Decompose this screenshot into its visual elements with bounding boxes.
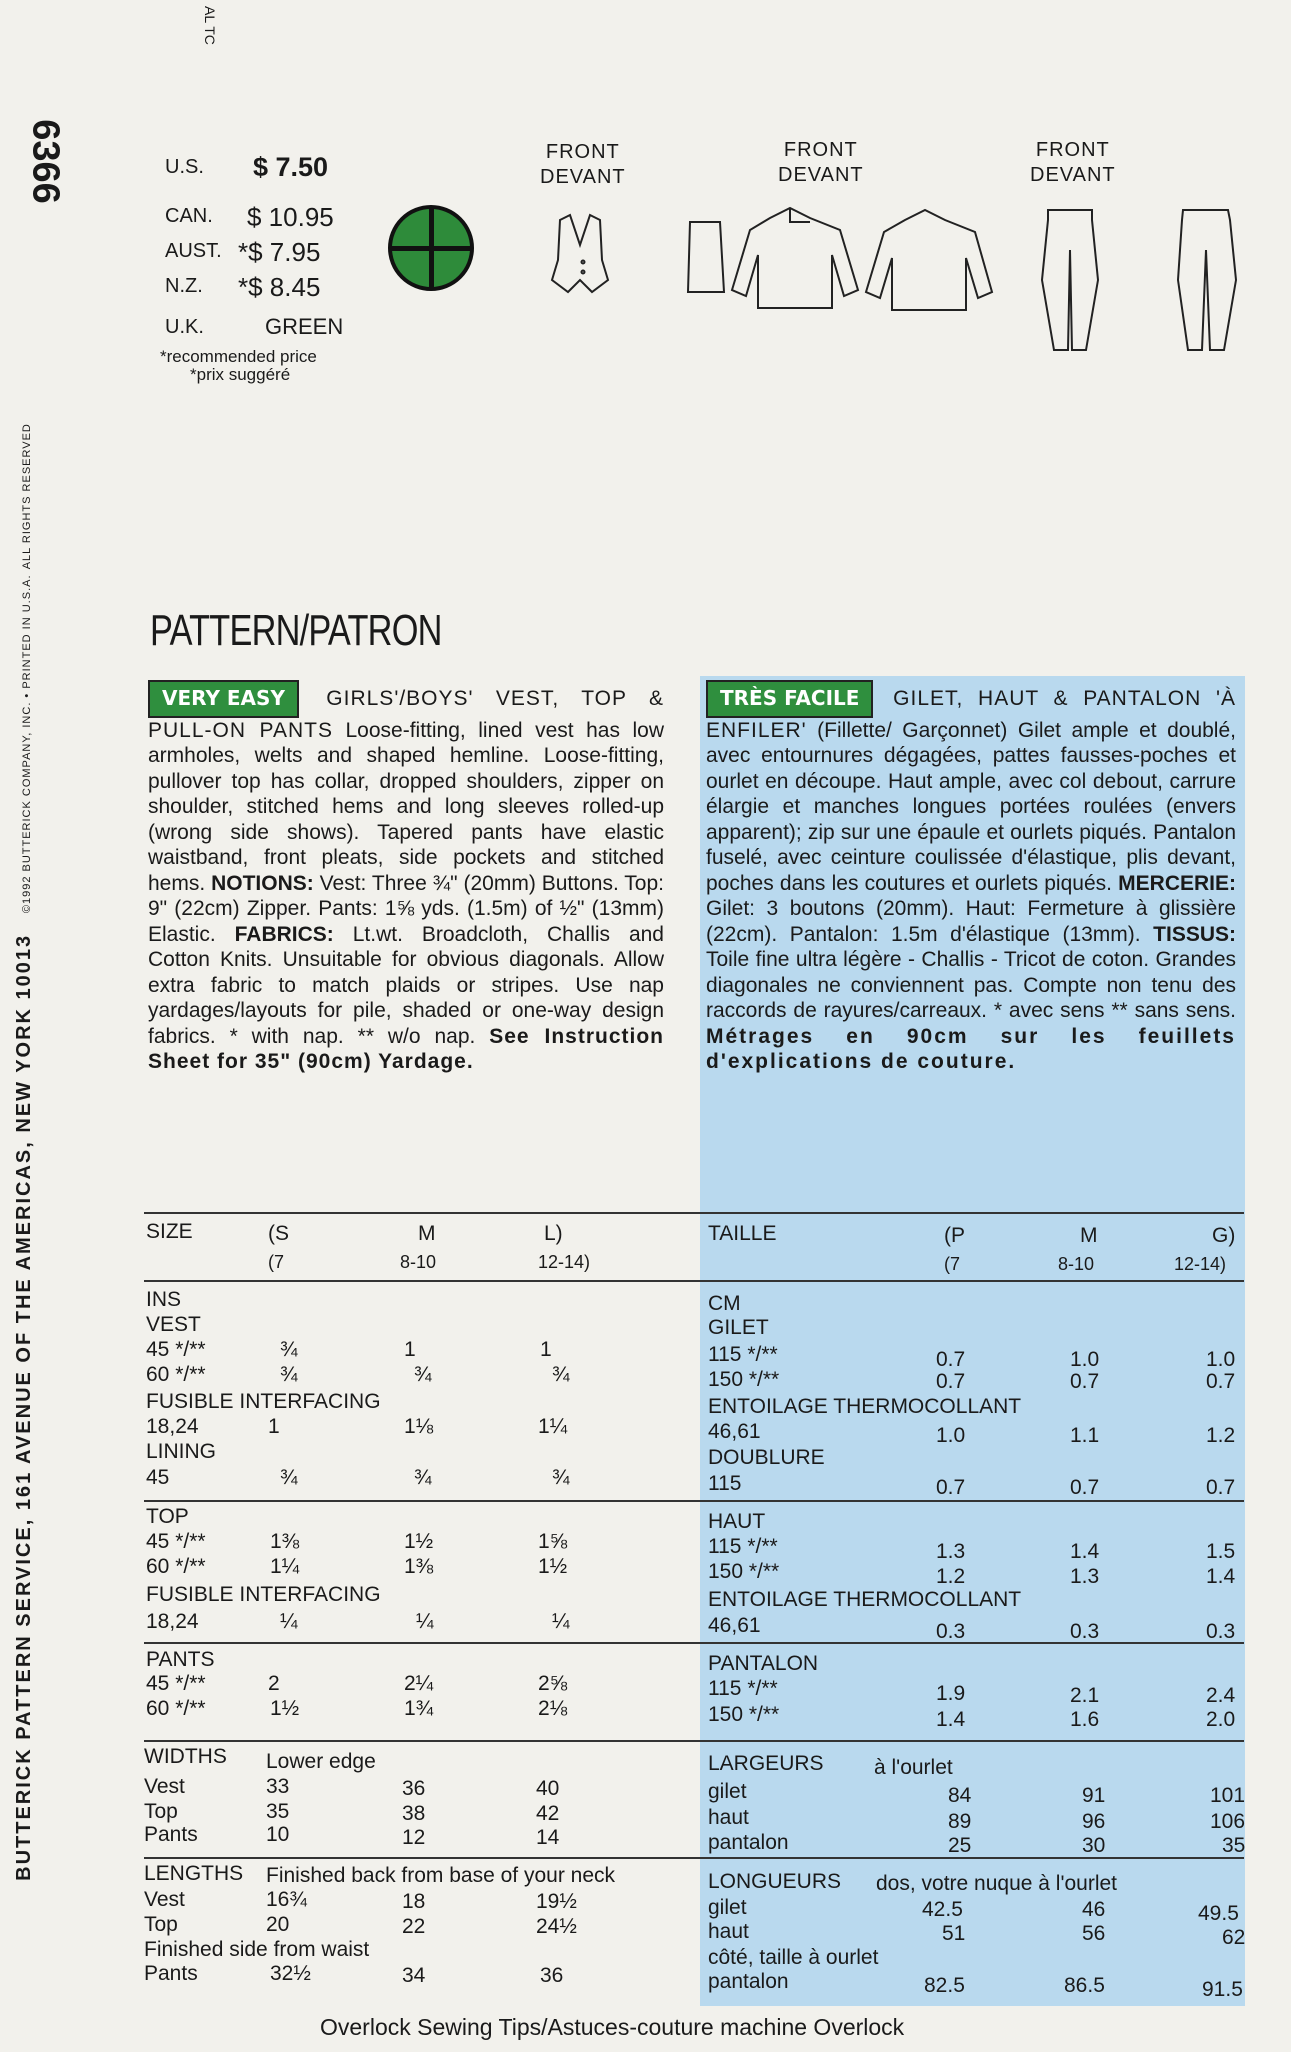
cell: 38 bbox=[402, 1802, 426, 1825]
description-heading-en: GIRLS'/BOYS' VEST, TOP & PULL-ON PANTS bbox=[148, 687, 665, 742]
size-g: G) bbox=[1212, 1224, 1236, 1247]
doublure-label: DOUBLURE bbox=[708, 1446, 825, 1469]
table-divider bbox=[144, 1500, 1244, 1502]
row-label: 115 */** bbox=[708, 1343, 778, 1366]
gilet-label: GILET bbox=[708, 1316, 769, 1339]
price-value: $ 10.95 bbox=[247, 202, 334, 232]
cell: 1 bbox=[540, 1338, 552, 1361]
row-label: Vest bbox=[144, 1888, 185, 1911]
description-fr bbox=[706, 680, 1236, 1075]
cell: 101 bbox=[1210, 1784, 1246, 1807]
notions-text-fr: Gilet: 3 boutons (20mm). Haut: Fermeture à glissière (22cm). Pantalon: 1.5m d'élastique (13mm). bbox=[706, 897, 1236, 946]
row-label: 45 */** bbox=[146, 1530, 206, 1553]
cell: 0.7 bbox=[1206, 1476, 1236, 1499]
price-note-en: *recommended price bbox=[160, 347, 317, 366]
cell: 1½ bbox=[538, 1555, 568, 1578]
lining-label: LINING bbox=[146, 1440, 217, 1463]
row-label: pantalon bbox=[708, 1831, 789, 1854]
fusible-label: FUSIBLE INTERFACING bbox=[146, 1390, 381, 1413]
cell: 1⅜ bbox=[270, 1530, 300, 1553]
cell: 2⅝ bbox=[538, 1672, 568, 1695]
cell: 32½ bbox=[270, 1962, 311, 1985]
size-m: M bbox=[418, 1222, 436, 1245]
haut-label: HAUT bbox=[708, 1510, 766, 1533]
cell: 35 bbox=[1222, 1834, 1246, 1857]
cell: 2¼ bbox=[404, 1672, 434, 1695]
cell: 0.7 bbox=[936, 1348, 966, 1371]
cell: 106 bbox=[1210, 1810, 1246, 1833]
row-label: 18,24 bbox=[146, 1415, 199, 1438]
cell: 0.7 bbox=[1206, 1370, 1236, 1393]
cell: 1.9 bbox=[936, 1682, 966, 1705]
size-p-range: (7 bbox=[944, 1254, 961, 1274]
vest-back-sketch-icon bbox=[688, 222, 724, 292]
ourlet-label: à l'ourlet bbox=[874, 1756, 953, 1779]
notions-text-en: Vest: Three ¾" (20mm) Buttons. Top: 9" (22cm) Zipper. Pants: 1⅝ yds. (1.5m) of ½" (13mm) Elastic. bbox=[148, 871, 664, 946]
cell: ¼ bbox=[552, 1610, 570, 1633]
top-sketch-icon bbox=[732, 208, 858, 308]
row-label: 150 */** bbox=[708, 1368, 780, 1391]
price-country: CAN. bbox=[165, 205, 213, 227]
cell: 1⅜ bbox=[404, 1555, 434, 1578]
cell: 2.1 bbox=[1070, 1684, 1100, 1707]
cell: 40 bbox=[536, 1777, 560, 1800]
finished-side-label: Finished side from waist bbox=[144, 1938, 370, 1961]
row-label: Pants bbox=[144, 1962, 198, 1985]
cell: 46 bbox=[1082, 1898, 1106, 1921]
row-label: 115 */** bbox=[708, 1677, 778, 1700]
cm-label: CM bbox=[708, 1292, 741, 1315]
widths-label: WIDTHS bbox=[144, 1745, 227, 1768]
finished-back-label: Finished back from base of your neck bbox=[266, 1864, 616, 1887]
cell: 91.5 bbox=[1202, 1978, 1243, 2001]
tres-facile-badge: TRÈS FACILE bbox=[706, 680, 873, 718]
cell: 1¼ bbox=[270, 1555, 300, 1578]
cell: ¼ bbox=[280, 1610, 298, 1633]
row-label: 150 */** bbox=[708, 1560, 780, 1583]
size-l-range: 12-14) bbox=[538, 1252, 591, 1272]
cell: ¾ bbox=[280, 1466, 298, 1489]
row-label: 150 */** bbox=[708, 1703, 780, 1726]
cell: 56 bbox=[1082, 1922, 1106, 1945]
table-divider bbox=[144, 1857, 1244, 1859]
copyright-line: ©1992 BUTTERICK COMPANY, INC. • PRINTED IN U.S.A. bbox=[21, 574, 33, 914]
price-country: N.Z. bbox=[165, 275, 203, 297]
row-label: 46,61 bbox=[708, 1420, 761, 1443]
row-label: 18,24 bbox=[146, 1610, 199, 1633]
row-label: 60 */** bbox=[146, 1363, 206, 1386]
vest-sketch-icon bbox=[552, 215, 608, 292]
rights-line: ALL RIGHTS RESERVED bbox=[21, 423, 33, 570]
cell: 1.2 bbox=[1206, 1424, 1236, 1447]
cell: 0.3 bbox=[1070, 1620, 1100, 1643]
size-header: SIZE bbox=[146, 1220, 193, 1243]
largeurs-label: LARGEURS bbox=[708, 1752, 824, 1775]
cell: 86.5 bbox=[1064, 1974, 1105, 1997]
cell: ¾ bbox=[552, 1363, 570, 1386]
front-label-fr: DEVANT bbox=[778, 164, 864, 186]
cell: 1.5 bbox=[1206, 1540, 1236, 1563]
size-s: (S bbox=[268, 1222, 289, 1245]
front-label-en: FRONT bbox=[1035, 139, 1110, 161]
cell: 34 bbox=[402, 1964, 426, 1987]
pants-sketch-icon bbox=[1042, 210, 1098, 350]
cell: 91 bbox=[1082, 1784, 1106, 1807]
lengths-label: LENGTHS bbox=[144, 1862, 244, 1885]
cell: 25 bbox=[948, 1834, 972, 1857]
entoilage-label: ENTOILAGE THERMOCOLLANT bbox=[708, 1588, 1022, 1611]
cell: 16¾ bbox=[266, 1888, 307, 1911]
price-country: U.S. bbox=[165, 156, 204, 178]
corner-text: AL TC bbox=[202, 6, 218, 45]
cell: 0.7 bbox=[936, 1476, 966, 1499]
row-label: Pants bbox=[144, 1823, 198, 1846]
cell: 89 bbox=[948, 1810, 972, 1833]
cell: 1.4 bbox=[1206, 1565, 1236, 1588]
cell: 82.5 bbox=[924, 1974, 965, 1997]
price-country: U.K. bbox=[165, 316, 204, 338]
front-label-fr: DEVANT bbox=[540, 166, 626, 188]
cell: ¾ bbox=[280, 1363, 298, 1386]
size-p: (P bbox=[944, 1224, 965, 1247]
cell: 84 bbox=[948, 1784, 972, 1807]
pattern-number: 6366 bbox=[24, 119, 67, 204]
front-label bbox=[778, 138, 864, 188]
cell: 1.3 bbox=[1070, 1565, 1100, 1588]
row-label: 46,61 bbox=[708, 1614, 761, 1637]
size-m: M bbox=[1080, 1224, 1098, 1247]
cell: 1¾ bbox=[404, 1697, 434, 1720]
dos-label: dos, votre nuque à l'ourlet bbox=[876, 1872, 1117, 1895]
description-heading-fr: GILET, HAUT & PANTALON 'À ENFILER' bbox=[706, 687, 1236, 742]
cell: 2.0 bbox=[1206, 1708, 1236, 1731]
cell: 19½ bbox=[536, 1890, 577, 1913]
cell: 1⅛ bbox=[404, 1415, 434, 1438]
cell: 2.4 bbox=[1206, 1684, 1236, 1707]
cell: 0.7 bbox=[1070, 1370, 1100, 1393]
cell: 1.0 bbox=[936, 1424, 966, 1447]
cell: 0.3 bbox=[936, 1620, 966, 1643]
ins-label: INS bbox=[146, 1288, 182, 1311]
cell: 12 bbox=[402, 1826, 426, 1849]
vest-label: VEST bbox=[146, 1313, 201, 1336]
garment-sketches bbox=[540, 200, 1260, 360]
row-label: Top bbox=[144, 1913, 178, 1936]
front-label bbox=[1030, 138, 1116, 188]
row-label: 60 */** bbox=[146, 1555, 206, 1578]
entoilage-label: ENTOILAGE THERMOCOLLANT bbox=[708, 1395, 1022, 1418]
price-value: GREEN bbox=[265, 314, 344, 339]
description-body-en: Loose-fitting, lined vest has low armholes, welts and shaped hemline. Loose-fitting, pullover top has collar, dropped shoulders, zipper on shoulder, stitched hems and long sleeves rolled-up (wrong side shows). Tapered pants have elastic waistband, front pleats, side pockets and stitched hems. bbox=[148, 718, 664, 895]
cell: 42.5 bbox=[922, 1898, 963, 1921]
cell: 33 bbox=[266, 1775, 290, 1798]
price-value: *$ 8.45 bbox=[238, 272, 321, 302]
price-note-fr: *prix suggéré bbox=[190, 365, 291, 384]
cell: 1.2 bbox=[936, 1565, 966, 1588]
pants-label: PANTS bbox=[146, 1648, 215, 1671]
cell: 1½ bbox=[270, 1697, 300, 1720]
table-divider bbox=[144, 1740, 1244, 1742]
size-g-range: 12-14) bbox=[1174, 1254, 1227, 1274]
cell: 10 bbox=[266, 1823, 290, 1846]
longueurs-label: LONGUEURS bbox=[708, 1870, 842, 1893]
footer-text: Overlock Sewing Tips/Astuces-couture machine Overlock bbox=[320, 2014, 905, 2040]
top-back-sketch-icon bbox=[866, 210, 992, 310]
cell: 0.7 bbox=[936, 1370, 966, 1393]
size-m-range: 8-10 bbox=[1058, 1254, 1095, 1274]
cell: 1.4 bbox=[1070, 1540, 1100, 1563]
size-s-range: (7 bbox=[268, 1252, 285, 1272]
sidebar-address bbox=[13, 252, 37, 2052]
cell: 14 bbox=[536, 1826, 560, 1849]
row-label: 115 */** bbox=[708, 1535, 778, 1558]
cell: 2⅛ bbox=[538, 1697, 568, 1720]
cell: 1.6 bbox=[1070, 1708, 1100, 1731]
notions-label-en: NOTIONS: bbox=[211, 871, 314, 895]
cell: 0.3 bbox=[1206, 1620, 1236, 1643]
lower-edge-label: Lower edge bbox=[266, 1750, 376, 1773]
pantalon-label: PANTALON bbox=[708, 1652, 819, 1675]
cell: 1¼ bbox=[538, 1415, 568, 1438]
size-m-range: 8-10 bbox=[400, 1252, 437, 1272]
publisher-address: BUTTERICK PATTERN SERVICE, 161 AVENUE OF THE AMERICAS, NEW YORK 10013 bbox=[13, 933, 35, 1881]
cell: ¾ bbox=[552, 1466, 570, 1489]
price-value: *$ 7.95 bbox=[238, 237, 321, 267]
row-label: 60 */** bbox=[146, 1697, 206, 1720]
cell: ¾ bbox=[414, 1466, 432, 1489]
very-easy-badge: VERY EASY bbox=[148, 680, 299, 718]
cell: 62 bbox=[1222, 1926, 1246, 1949]
cell: 36 bbox=[402, 1777, 426, 1800]
description-sub-fr: (Fillette/ Garçonnet) bbox=[817, 718, 1008, 742]
table-divider bbox=[144, 1280, 1244, 1282]
front-label-en: FRONT bbox=[545, 141, 620, 163]
instruction-note-fr: Métrages en 90cm sur les feuillets d'explications de couture. bbox=[706, 1024, 1236, 1073]
row-label: 45 */** bbox=[146, 1338, 206, 1361]
cell: 1 bbox=[404, 1338, 416, 1361]
price-value: $ 7.50 bbox=[253, 152, 329, 182]
front-label-fr: DEVANT bbox=[1030, 164, 1116, 186]
taille-header: TAILLE bbox=[708, 1222, 777, 1245]
fabrics-text-en: Lt.wt. Broadcloth, Challis and Cotton Knits. Unsuitable for obvious diagonals. Allow extra fabric to match plaids or stripes. Use nap yardages/layouts for pile, shaded or one-way design fabrics. * with nap. ** w/o nap. bbox=[148, 922, 664, 1048]
cell: 1.0 bbox=[1070, 1348, 1100, 1371]
cell: 51 bbox=[942, 1922, 966, 1945]
front-label-en: FRONT bbox=[783, 139, 858, 161]
cell: ¼ bbox=[416, 1610, 434, 1633]
cell: 30 bbox=[1082, 1834, 1106, 1857]
front-label bbox=[540, 140, 626, 190]
cell: 96 bbox=[1082, 1810, 1106, 1833]
row-label: Top bbox=[144, 1800, 178, 1823]
row-label: gilet bbox=[708, 1780, 747, 1803]
fabrics-label-en: FABRICS: bbox=[234, 922, 334, 946]
instruction-note-en: See Instruction Sheet for 35" (90cm) Yardage. bbox=[148, 1024, 665, 1073]
pattern-title: PATTERN/PATRON bbox=[150, 606, 442, 655]
cote-label: côté, taille à ourlet bbox=[708, 1946, 879, 1969]
cell: 2 bbox=[268, 1672, 280, 1695]
description-en bbox=[148, 680, 664, 1075]
cell: 36 bbox=[540, 1964, 564, 1987]
size-l: L) bbox=[544, 1222, 563, 1245]
cell: 1⅝ bbox=[538, 1530, 568, 1553]
row-label: 45 */** bbox=[146, 1672, 206, 1695]
row-label: pantalon bbox=[708, 1970, 789, 1993]
cell: 20 bbox=[266, 1913, 290, 1936]
cell: 24½ bbox=[536, 1915, 577, 1938]
price-country: AUST. bbox=[165, 240, 222, 262]
row-label: gilet bbox=[708, 1896, 747, 1919]
top-label: TOP bbox=[146, 1505, 189, 1528]
fabrics-text-fr: Toile fine ultra légère - Challis - Tricot de coton. Grandes diagonales ne conviennent pas. Compte non tenu des raccords de rayures/carreaux. * avec sens ** sans sens. bbox=[706, 948, 1236, 1022]
cell: 1 bbox=[268, 1415, 280, 1438]
cell: 1.0 bbox=[1206, 1348, 1236, 1371]
cell: 1.3 bbox=[936, 1540, 966, 1563]
cell: 35 bbox=[266, 1800, 290, 1823]
table-divider bbox=[144, 1212, 1244, 1214]
cell: 1.1 bbox=[1070, 1424, 1100, 1447]
row-label: haut bbox=[708, 1806, 749, 1829]
cell: ¾ bbox=[280, 1338, 298, 1361]
green-circle-badge-icon bbox=[388, 205, 474, 291]
pants-back-sketch-icon bbox=[1178, 210, 1236, 350]
cell: 1.4 bbox=[936, 1708, 966, 1731]
cell: 1½ bbox=[404, 1530, 434, 1553]
cell: 49.5 bbox=[1198, 1902, 1239, 1925]
cell: 22 bbox=[402, 1915, 426, 1938]
row-label: Vest bbox=[144, 1775, 185, 1798]
row-label: 45 bbox=[146, 1466, 170, 1489]
description-body-fr: Gilet ample et doublé, avec entournures dégagées, pattes fausses-poches et ourlet en découpe. Haut ample, avec col debout, carrure élargie et manches longues portées roulées (envers apparent); zip sur une épaule et ourlets piqués. Pantalon fuselé, avec ceinture coulissée d'élastique, plis devant, poches dans les coutures et ourlets piqués. bbox=[706, 718, 1236, 895]
cell: ¾ bbox=[414, 1363, 432, 1386]
cell: 0.7 bbox=[1070, 1476, 1100, 1499]
fusible-label: FUSIBLE INTERFACING bbox=[146, 1583, 381, 1606]
row-label: haut bbox=[708, 1920, 749, 1943]
fabrics-label-fr: TISSUS: bbox=[1153, 922, 1236, 946]
cell: 18 bbox=[402, 1890, 426, 1913]
cell: 42 bbox=[536, 1802, 560, 1825]
notions-label-fr: MERCERIE: bbox=[1118, 871, 1236, 895]
row-label: 115 bbox=[708, 1472, 742, 1495]
